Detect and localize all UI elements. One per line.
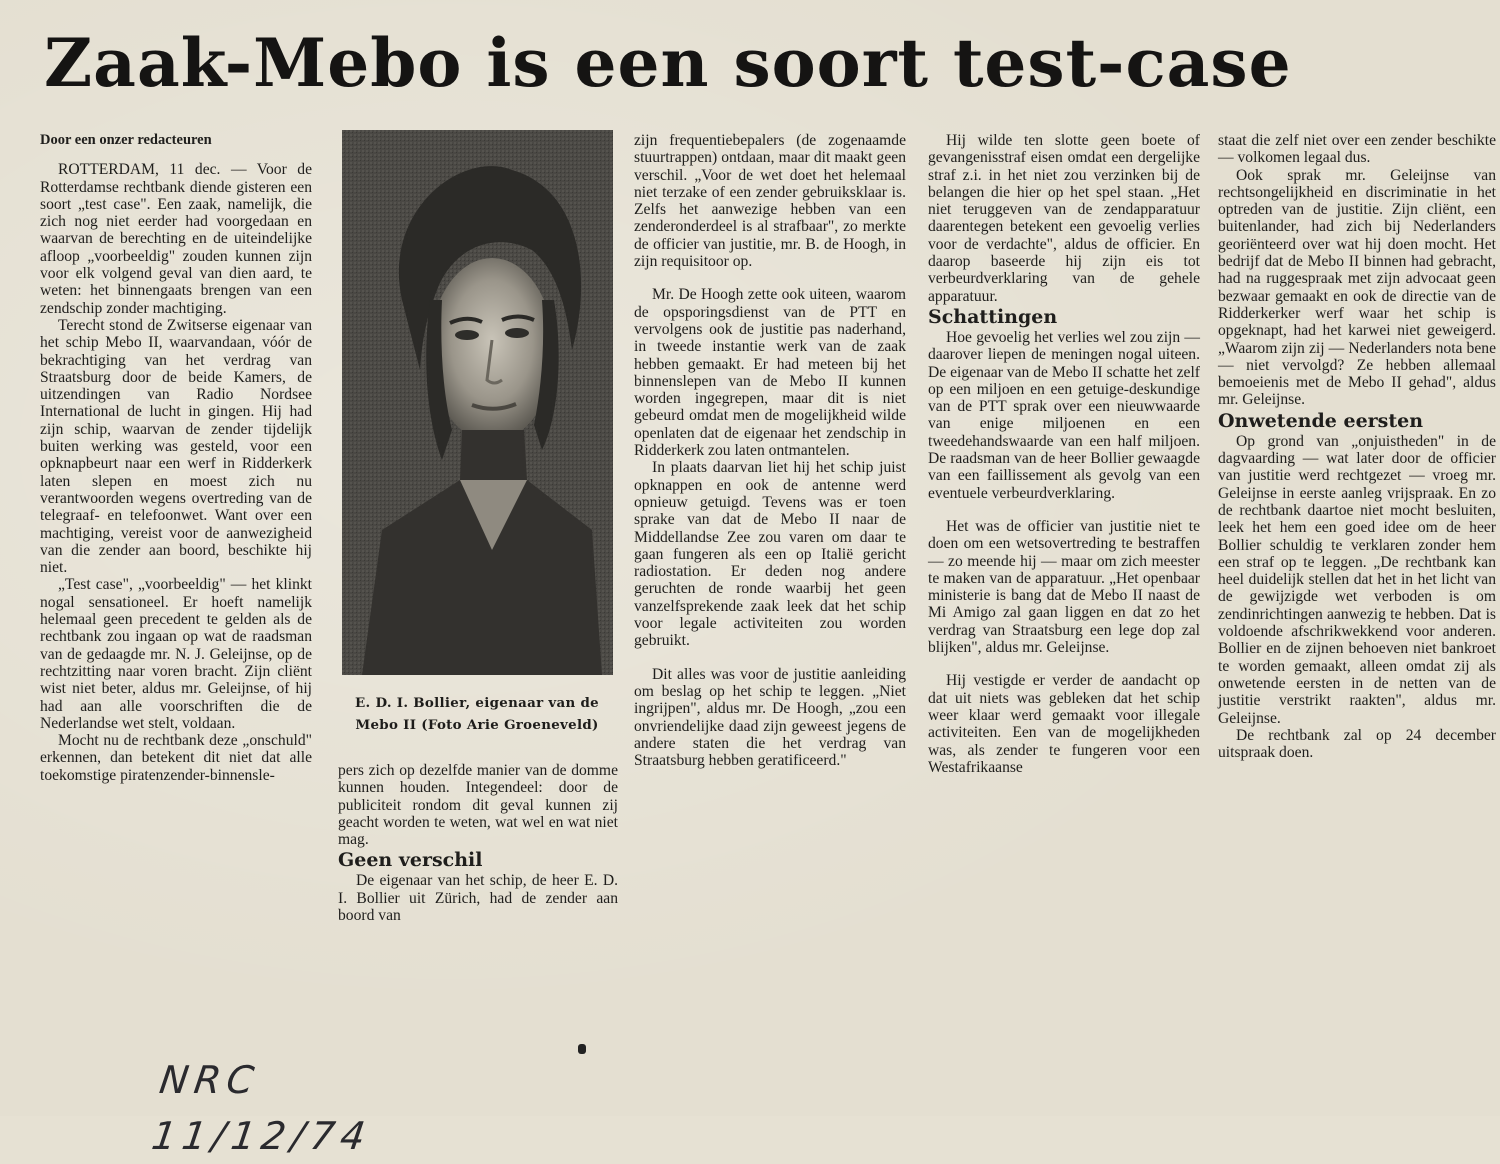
- portrait-photo: [342, 130, 613, 675]
- paragraph: Mocht nu de rechtbank deze „onschuld" erkennen, dan betekent dit niet dat alle toekomstige piratenzender-binnensle-: [40, 732, 312, 784]
- photo-caption: E. D. I. Bollier, eigenaar van de Mebo II (Foto Arie Groeneveld): [355, 695, 599, 733]
- paragraph: „Test case", „voorbeeldig" — het klinkt nogal sensationeel. Er hoeft namelijk helemaal geen precedent te gelden als de rechtbank zou ingaan op wat de raadsman van de gedaagde mr. N. J. Geleijnse, op de rechtzitting naar voren bracht. Zijn cliënt wist niet beter, aldus mr. Geleijnse, of hij had aan alle voorschriften die de Nederlandse wet stelt, voldaan.: [40, 576, 312, 732]
- headline: Zaak-Mebo is een soort test-case: [44, 24, 1292, 102]
- article-column-3: [634, 132, 906, 769]
- paragraph: zijn frequentiebepalers (de zogenaamde stuurtrappen) ontdaan, maar dit maakt geen verschil. „Voor de wet doet het helemaal niet terzake of een zender gebruiksklaar is. Zelfs het aanwezige hebben van een zenderonderdeel is al strafbaar", zo merkte de officier van justitie, mr. B. de Hoogh, in zijn requisitoor op.: [634, 132, 906, 271]
- paragraph: Hoe gevoelig het verlies wel zou zijn — daarover liepen de meningen nogal uiteen. De eigenaar van de Mebo II schatte het zelf op een miljoen en een getuige-deskundige van de PTT sprak over een nieuwwaarde van enige miljoenen en een tweedehandswaarde van een half miljoen. De raadsman van de heer Bollier gewaagde van een faillissement als gevolg van een eventuele verbeurdverklaring.: [928, 328, 1200, 502]
- paragraph: Het was de officier van justitie niet te doen om een wetsovertreding te bestraffen — zo meende hij — maar om zich meester te maken van de apparatuur. „Het openbaar ministerie is bang dat de Mebo II naast de Mi Amigo zal gaan liggen en dat zo het verdrag van Straatsburg een lege dop zal blijken", aldus mr. Geleijnse.: [928, 517, 1200, 657]
- paragraph: staat die zelf niet over een zender beschikte — volkomen legaal dus.: [1218, 132, 1496, 167]
- subheading: Geen verschil: [338, 849, 483, 872]
- article-column-2: [338, 762, 618, 924]
- subheading: Onwetende eersten: [1218, 409, 1424, 432]
- paragraph: Ook sprak mr. Geleijnse van rechtsongelijkheid en discriminatie in het optreden van de justitie. Zijn cliënt, een buitenlander, had zich bij Nederlanders georiënteerd over wat hij doen mocht. Het bedrijf dat de Mebo II binnen had gebracht, had na ruggespraak met zijn advocaat geen bezwaar gemaakt en ook de directie van de Ridderkerker werf waar het schip is opgeknapt, had het karwei niet geweigerd. „Waarom zijn zij — Nederlanders nota bene — niet vervolgd? Ze hebben allemaal bemoeienis met de Mebo II gehad", aldus mr. Geleijnse.: [1218, 166, 1496, 409]
- paragraph: ROTTERDAM, 11 dec. — Voor de Rotterdamse rechtbank diende gisteren een soort „test case". Een zaak, namelijk, die zich nog niet eerder had voorgedaan en waarvan de berechting en de uiteindelijke afloop „voorbeeldig" zouden kunnen zijn voor elk volgend geval van dien aard, te weten: het binnengaats brengen van een zendschip zonder machtiging.: [40, 161, 312, 317]
- paragraph: De rechtbank zal op 24 december uitspraak doen.: [1218, 726, 1496, 762]
- paragraph: Hij vestigde er verder de aandacht op dat uit niets was gebleken dat het schip weer klaar werd gemaakt voor illegale activiteiten. Een van de mogelijkheden was, als zender te fungeren voor een Westafrikaanse: [928, 672, 1200, 776]
- paragraph: In plaats daarvan liet hij het schip juist opknappen en ook de antenne werd opnieuw getuigd. Tevens was er toen sprake van dat de Mebo II naar de Middellandse Zee zou varen om daar te gaan fungeren als een op Italië gericht radiostation. Er deden nog andere geruchten de ronde waarbij het geen vanzelfsprekende zaak leek dat het schip voor legale activiteiten zou worden gebruikt.: [634, 459, 906, 650]
- byline: Door een onzer redacteuren: [40, 132, 212, 148]
- paragraph: Mr. De Hoogh zette ook uiteen, waarom de opsporingsdienst van de PTT en vervolgens ook de justitie pas naderhand, in tweede instantie werk van de zaak hebben gemaakt. Er had meteen bij het binnenslepen van de Mebo II kunnen worden ingegrepen, maar dit is niet gebeurd omdat men de mogelijkheid wilde openlaten dat de eigenaar het zendschip in Ridderkerk zou laten ontmantelen.: [634, 286, 906, 460]
- handwritten-note: NRC 11/12/74: [149, 1058, 374, 1158]
- subheading: Schattingen: [928, 305, 1058, 328]
- article-column-5: [1218, 132, 1496, 761]
- paragraph: Op grond van „onjuistheden" in de dagvaarding — wat later door de officier van justitie werd rechtgezet — vroeg mr. Geleijnse in eerste aanleg vrijspraak. En zo de rechtbank daartoe niet mocht besluiten, leek het hem een goed idee om de heer Bollier schuldig te verklaren zonder hem een straf op te leggen. „De rechtbank kan heel duidelijk stellen dat het in het licht van de gewijzigde wet verboden is om zendinrichtingen aanwezig te hebben. Dat is voldoende afschrikwekkend voor anderen. Bollier en de zijnen behoeven niet bankroet te worden gemaakt, alleen omdat zij als onwetende eersten in de netten van de justitie verstrikt raakten", aldus mr. Geleijnse.: [1218, 432, 1496, 727]
- article-column-4: [928, 132, 1200, 776]
- paragraph: pers zich op dezelfde manier van de domme kunnen houden. Integendeel: door de publiciteit rondom dit geval kunnen zij geacht worden te weten, wat wel en wat niet mag.: [338, 762, 618, 849]
- ink-mark: [578, 1044, 586, 1054]
- paragraph: Terecht stond de Zwitserse eigenaar van het schip Mebo II, waarvandaan, vóór de bekrachtiging van het verdrag van Straatsburg door de beide Kamers, de uitzendingen van Radio Nordsee International de lucht in gingen. Hij had zijn schip, waarvan de zender tijdelijk buiten werking was gesteld, voor een opknapbeurt naar een werf in Ridderkerk laten slepen en moest zich nu verantwoorden wegens overtreding van de telegraaf- en telefoonwet. Want over een machtiging, vereist voor de aanwezigheid van die zender aan boord, beschikte hij niet.: [40, 316, 312, 577]
- paragraph: De eigenaar van het schip, de heer E. D. I. Bollier uit Zürich, had de zender aan boord van: [338, 872, 618, 925]
- paragraph: Dit alles was voor de justitie aanleiding om beslag op het schip te leggen. „Niet ingrijpen", aldus mr. De Hoogh, „zou een onvriendelijke daad zijn geweest jegens de andere staten die het verdrag van Straatsburg hebben geratificeerd.": [634, 665, 906, 770]
- article-column-1: [40, 132, 312, 784]
- paragraph: Hij wilde ten slotte geen boete of gevangenisstraf eisen omdat een dergelijke straf z.i. in het niet zou verzinken bij de belangen die hier op het spel staan. „Het niet teruggeven van de zendapparatuur daarentegen betekent een gevoelig verlies voor de verdachte", aldus de officier. En daarop baseerde hij zijn eis tot verbeurdverklaring van de gehele apparatuur.: [928, 132, 1200, 305]
